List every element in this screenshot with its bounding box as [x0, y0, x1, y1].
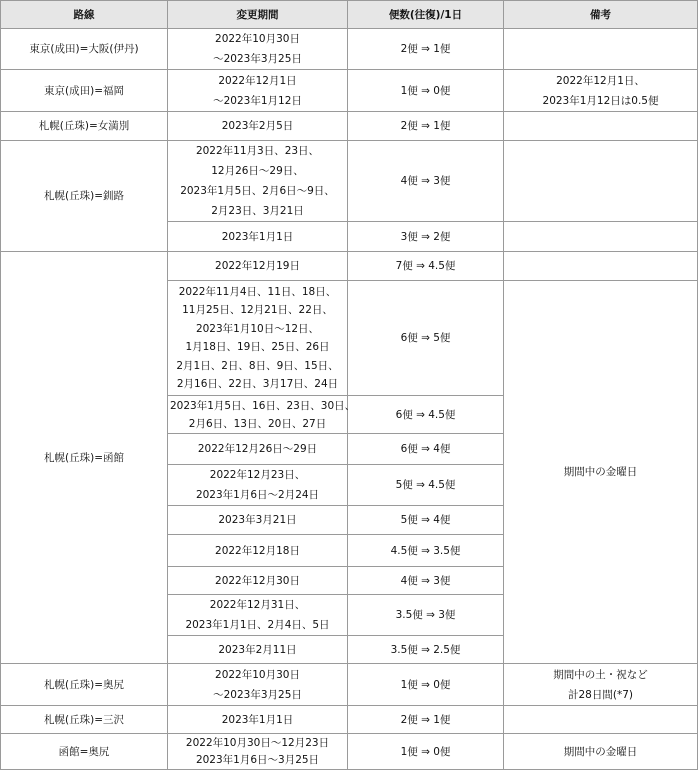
period-line: ～2023年3月25日	[213, 688, 302, 701]
flights-cell: 1便 ⇒ 0便	[348, 664, 504, 706]
period-line: 2023年1月6日～2月24日	[195, 489, 320, 501]
period-cell	[168, 252, 348, 281]
flights-cell: 1便 ⇒ 0便	[348, 70, 504, 112]
route-cell: 札幌(丘珠)=奥尻	[1, 664, 168, 706]
note-cell	[504, 70, 698, 112]
route-cell: 札幌(丘珠)=女満別	[1, 112, 168, 141]
period-line: 2023年1月10日～12日、	[195, 322, 320, 335]
note-cell	[504, 706, 698, 734]
period-line: 2022年12月19日	[215, 260, 300, 272]
flights-cell: 5便 ⇒ 4便	[348, 506, 504, 535]
period-line: 2022年12月31日、	[209, 599, 306, 611]
note-cell	[504, 664, 698, 706]
flights-cell: 2便 ⇒ 1便	[348, 29, 504, 70]
route-cell: 函館=奥尻	[1, 734, 168, 770]
flights-cell: 5便 ⇒ 4.5便	[348, 465, 504, 506]
period-line: 2022年10月30日	[215, 668, 300, 681]
route-cell: 札幌(丘珠)=釧路	[1, 141, 168, 252]
table-row	[1, 112, 698, 141]
period-cell	[168, 506, 348, 535]
flights-cell: 6便 ⇒ 4.5便	[348, 396, 504, 434]
period-cell	[168, 396, 356, 434]
period-line: 2022年12月30日	[215, 574, 300, 587]
header-period: 変更期間	[168, 1, 348, 29]
period-line: 2023年1月1日	[221, 230, 294, 243]
period-cell	[168, 465, 348, 506]
note-cell	[504, 222, 698, 252]
period-line: 2023年1月1日、2月4日、5日	[185, 619, 330, 631]
route-cell: 東京(成田)=大阪(伊丹)	[1, 29, 168, 70]
period-cell	[168, 141, 348, 222]
period-cell	[168, 636, 348, 664]
period-line: 1月18日、19日、25日、26日	[185, 341, 330, 353]
note-line: 期間中の金曜日	[563, 466, 638, 478]
note-cell	[504, 252, 698, 281]
note-cell	[504, 141, 698, 222]
route-cell: 東京(成田)=福岡	[1, 70, 168, 112]
header-route: 路線	[1, 1, 168, 29]
period-line: 2023年2月5日	[221, 120, 294, 132]
note-line: 2023年1月12日は0.5便	[542, 94, 659, 107]
period-cell	[168, 112, 348, 141]
period-cell	[168, 535, 348, 567]
period-line: 2022年11月4日、11日、18日、	[178, 285, 337, 298]
period-cell	[168, 70, 348, 112]
period-line: 2022年12月1日	[218, 74, 297, 87]
period-cell	[168, 734, 348, 770]
period-line: 2月23日、3月21日	[211, 205, 304, 217]
period-line: 2023年1月5日、16日、23日、30日、	[170, 399, 356, 412]
period-cell	[168, 706, 348, 734]
header-row	[1, 1, 698, 29]
flights-cell: 4便 ⇒ 3便	[348, 567, 504, 595]
flights-cell: 7便 ⇒ 4.5便	[348, 252, 504, 281]
table-row	[1, 141, 698, 222]
flights-cell: 2便 ⇒ 1便	[348, 706, 504, 734]
table-row	[1, 252, 698, 281]
flights-cell: 4.5便 ⇒ 3.5便	[348, 535, 504, 567]
note-cell	[504, 281, 698, 664]
period-line: ～2023年3月25日	[213, 53, 302, 65]
flights-cell: 4便 ⇒ 3便	[348, 141, 504, 222]
flights-cell: 3.5便 ⇒ 3便	[348, 595, 504, 636]
period-line: 2022年12月18日	[215, 544, 300, 557]
note-line: 期間中の土・祝など	[553, 668, 648, 681]
period-cell	[168, 29, 348, 70]
period-line: 2023年1月5日、2月6日～9日、	[180, 185, 335, 197]
period-cell	[168, 664, 348, 706]
note-line: 2022年12月1日、	[556, 74, 645, 87]
header-note: 備考	[504, 1, 698, 29]
period-line: 2023年3月21日	[218, 514, 297, 526]
route-cell: 札幌(丘珠)=三沢	[1, 706, 168, 734]
table-row	[1, 29, 698, 70]
note-cell	[504, 29, 698, 70]
period-line: ～2023年1月12日	[213, 94, 302, 107]
period-line: 2022年11月3日、23日、	[195, 145, 320, 157]
table-row	[1, 70, 698, 112]
note-cell	[504, 734, 698, 770]
period-cell	[168, 595, 348, 636]
period-line: 2022年12月26日～29日	[197, 443, 318, 455]
period-line: 2023年1月1日	[221, 713, 294, 726]
note-line: 期間中の金曜日	[563, 745, 638, 758]
period-line: 2023年1月6日～3月25日	[195, 753, 320, 766]
note-cell	[504, 112, 698, 141]
period-cell	[168, 222, 348, 252]
note-line: 計28日間(*7)	[568, 688, 633, 701]
table-row	[1, 664, 698, 706]
period-line: 12月26日～29日、	[211, 165, 304, 177]
period-cell	[168, 567, 348, 595]
period-line: 2022年10月30日	[215, 33, 300, 45]
period-line: 2月6日、13日、20日、27日	[188, 417, 327, 430]
flights-cell: 6便 ⇒ 5便	[348, 281, 504, 396]
flights-cell: 2便 ⇒ 1便	[348, 112, 504, 141]
period-line: 2月16日、22日、3月17日、24日	[176, 378, 339, 390]
route-cell: 札幌(丘珠)=函館	[1, 252, 168, 664]
period-line: 2023年2月11日	[218, 643, 297, 656]
flights-cell: 6便 ⇒ 4便	[348, 434, 504, 465]
period-line: 2月1日、2日、8日、9日、15日、	[176, 359, 339, 372]
period-line: 2022年10月30日～12月23日	[185, 736, 330, 749]
table-row	[1, 734, 698, 770]
period-cell	[168, 434, 348, 465]
table-row	[1, 706, 698, 734]
header-flights: 便数(往復)/1日	[348, 1, 504, 29]
period-cell	[168, 281, 348, 396]
period-line: 11月25日、12月21日、22日、	[182, 304, 333, 316]
flights-cell: 3.5便 ⇒ 2.5便	[348, 636, 504, 664]
flights-cell: 3便 ⇒ 2便	[348, 222, 504, 252]
flights-cell: 1便 ⇒ 0便	[348, 734, 504, 770]
period-line: 2022年12月23日、	[209, 469, 306, 481]
